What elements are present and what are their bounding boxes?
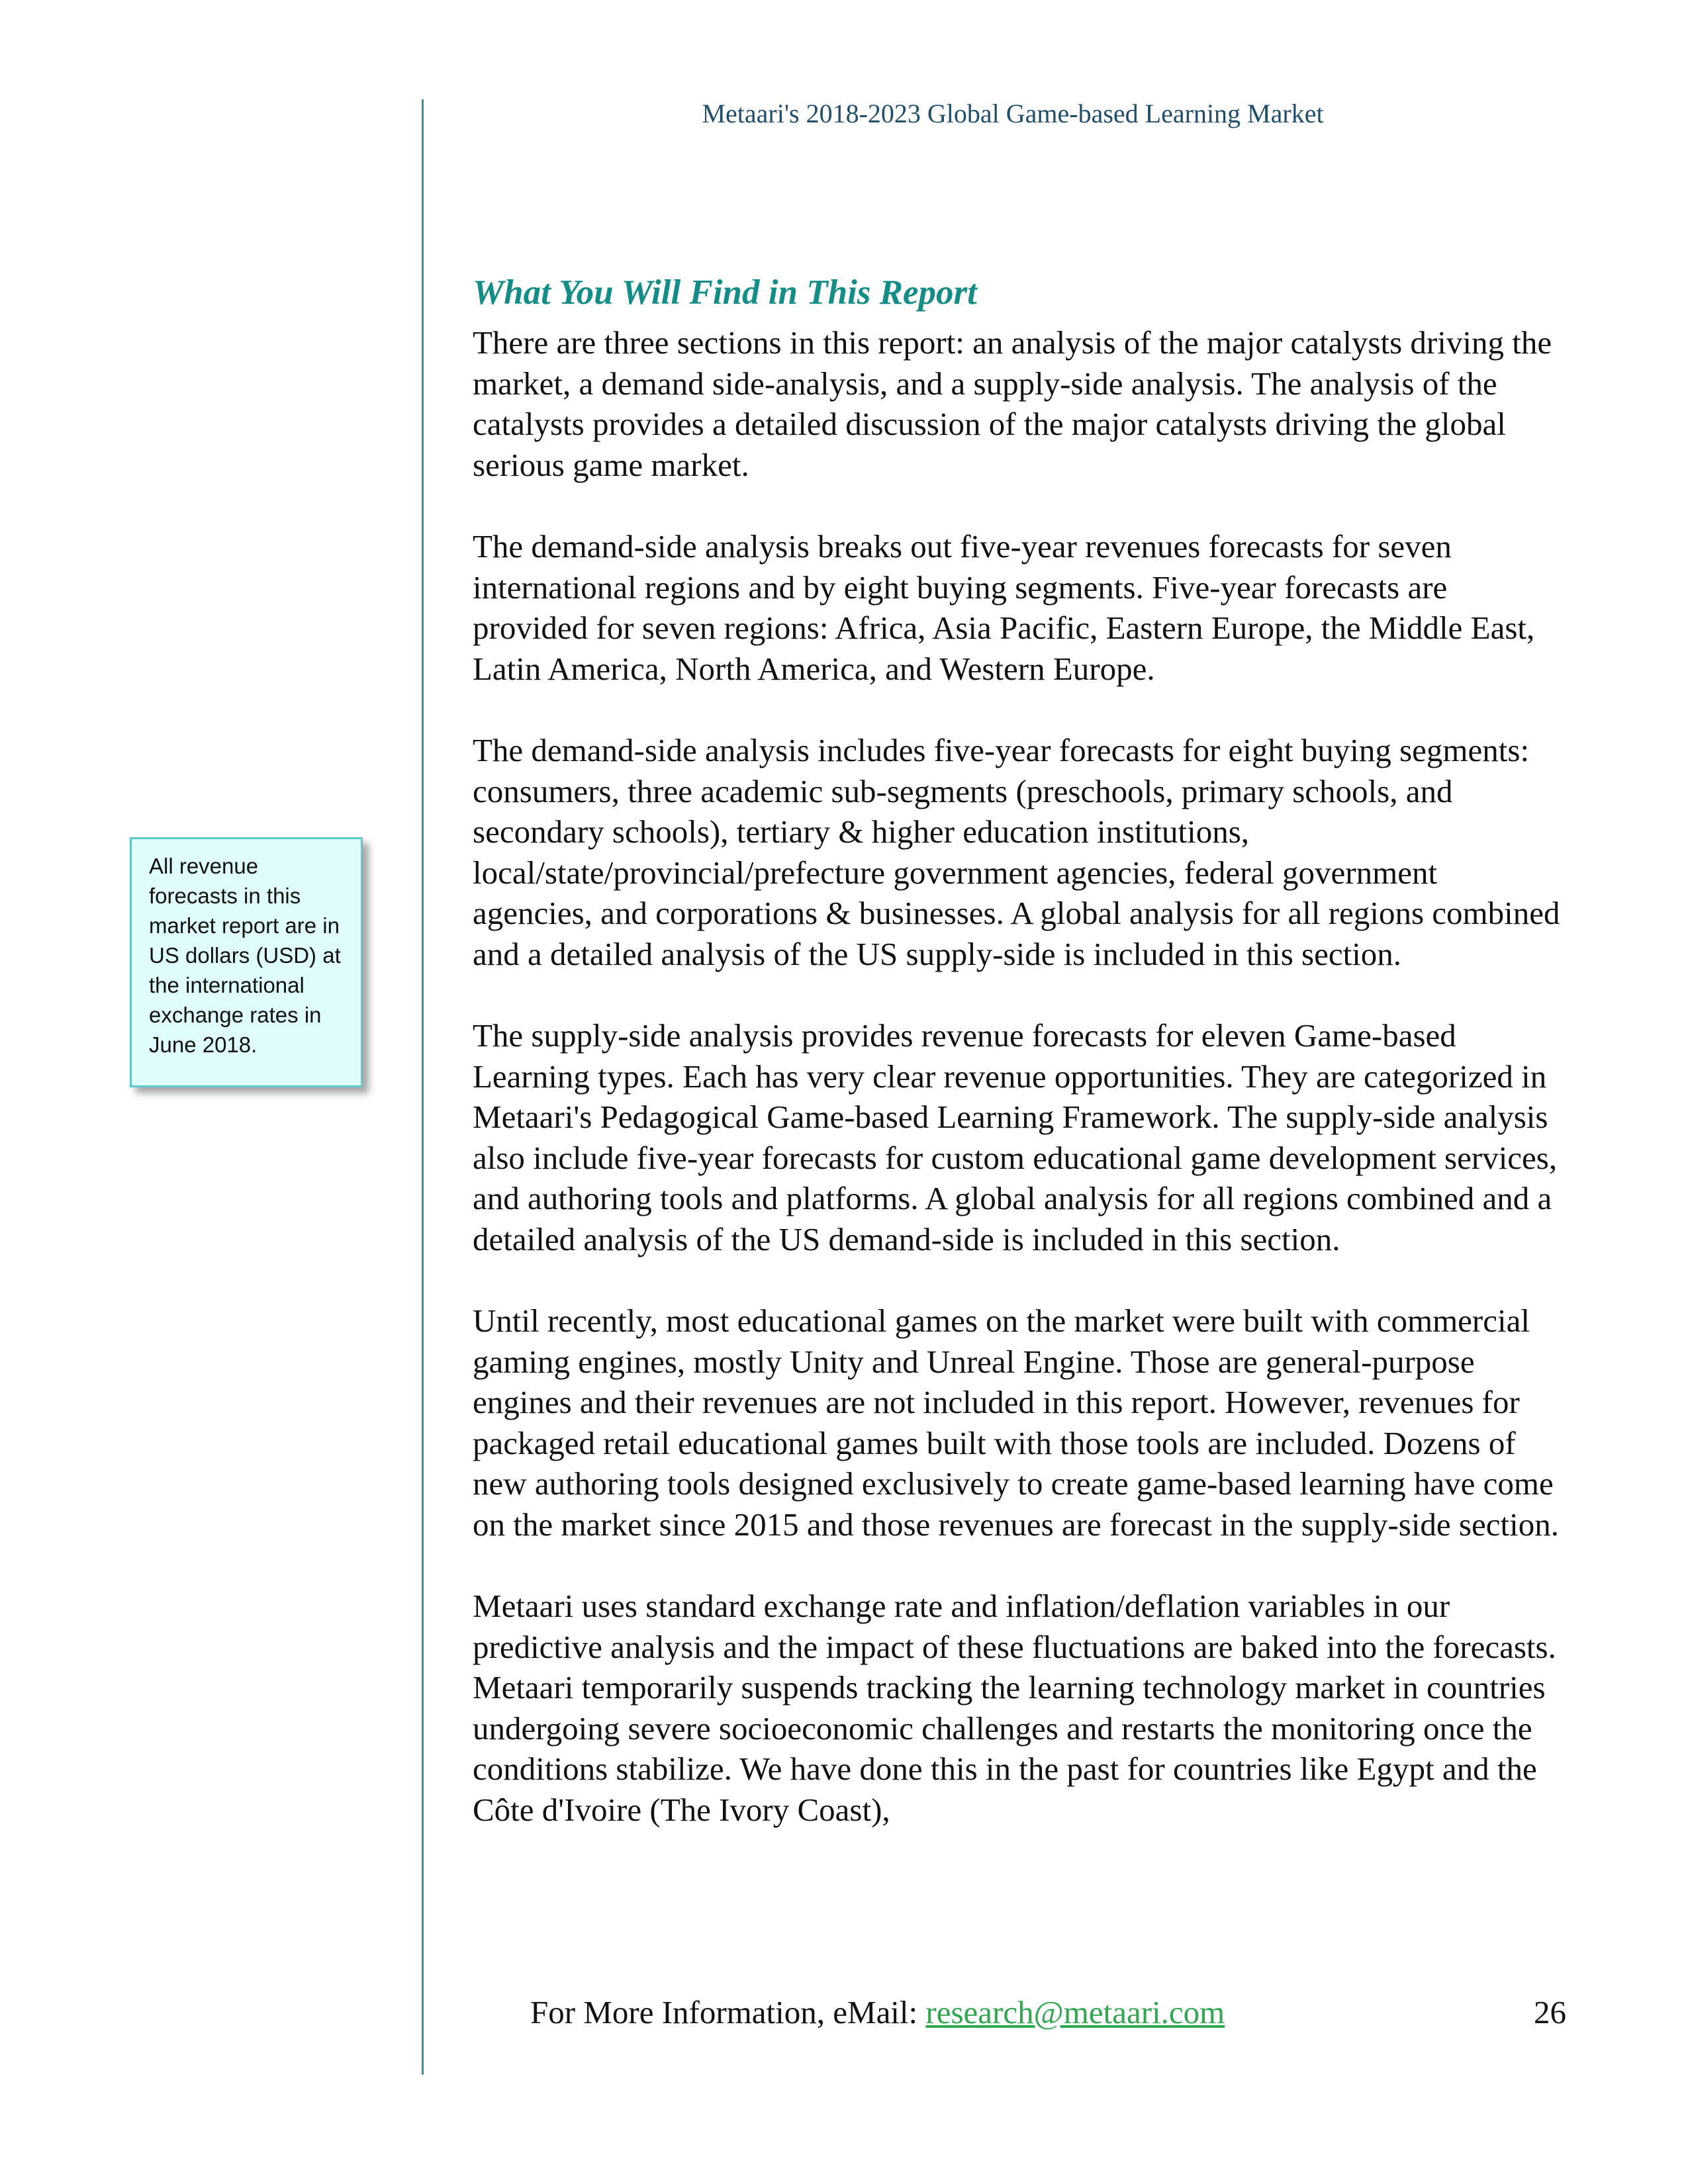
report-body	[473, 322, 1565, 1871]
paragraph-authoring-tools: Until recently, most educational games on the market were built with commercial gaming engines, mostly Unity and Unreal Engine. Those are general-purpose engines and their revenues are not included in this report. However, revenues for packaged retail educational games built with those tools are included. Dozens of new authoring tools designed exclusively to create game-based learning have come on the market since 2015 and those revenues are forecast in the supply-side section.	[473, 1302, 1559, 1543]
page-footer	[530, 1993, 1566, 2031]
section-heading: What You Will Find in This Report	[473, 273, 977, 312]
sidebar-note-text: All revenue forecasts in this market report are in US dollars (USD) at the international exchange rates in June 2018.	[149, 854, 341, 1057]
paragraph-exchange-rates: Metaari uses standard exchange rate and inflation/deflation variables in our predictive analysis and the impact of these fluctuations are baked into the forecasts. Metaari temporarily suspends tracking the learning technology market in countries undergoing severe socioeconomic challenges and restarts the monitoring once the conditions stabilize. We have done this in the past for countries like Egypt and the Côte d'Ivoire (The Ivory Coast),	[473, 1588, 1556, 1828]
page-number: 26	[1534, 1994, 1566, 2030]
margin-divider-line	[422, 99, 424, 2075]
paragraph-demand-regions: The demand-side analysis breaks out five-year revenues forecasts for seven international regions and by eight buying segments. Five-year forecasts are provided for seven regions: Africa, Asia Pacific, Eastern Europe, the Middle East, Latin America, North America, and Western Europe.	[473, 528, 1535, 687]
paragraph-demand-segments: The demand-side analysis includes five-year forecasts for eight buying segments: consumers, three academic sub-segments (preschools, primary schools, and secondary schools), tertiary & higher education institutions, local/state/provincial/prefecture government agencies, federal government agencies, and corporations & businesses. A global analysis for all regions combined and a detailed analysis of the US supply-side is included in this section.	[473, 732, 1560, 972]
paragraph-sections-overview: There are three sections in this report: an analysis of the major catalysts driving the market, a demand side-analysis, and a supply-side analysis. The analysis of the catalysts provides a detailed discussion of the major catalysts driving the global serious game market.	[473, 324, 1552, 483]
page-header-title: Metaari's 2018-2023 Global Game-based Learning Market	[702, 99, 1324, 128]
email-link[interactable]: research@metaari.com	[925, 1994, 1225, 2030]
paragraph-supply-side: The supply-side analysis provides revenue forecasts for eleven Game-based Learning types. Each has very clear revenue opportunities. They are categorized in Metaari's Pedagogical Game-based Learning Framework. The supply-side analysis also include five-year forecasts for custom educational game development services, and authoring tools and platforms. A global analysis for all regions combined and a detailed analysis of the US demand-side is included in this section.	[473, 1017, 1558, 1257]
sidebar-note-box	[130, 837, 363, 1087]
footer-contact-label: For More Information, eMail:	[530, 1994, 926, 2030]
